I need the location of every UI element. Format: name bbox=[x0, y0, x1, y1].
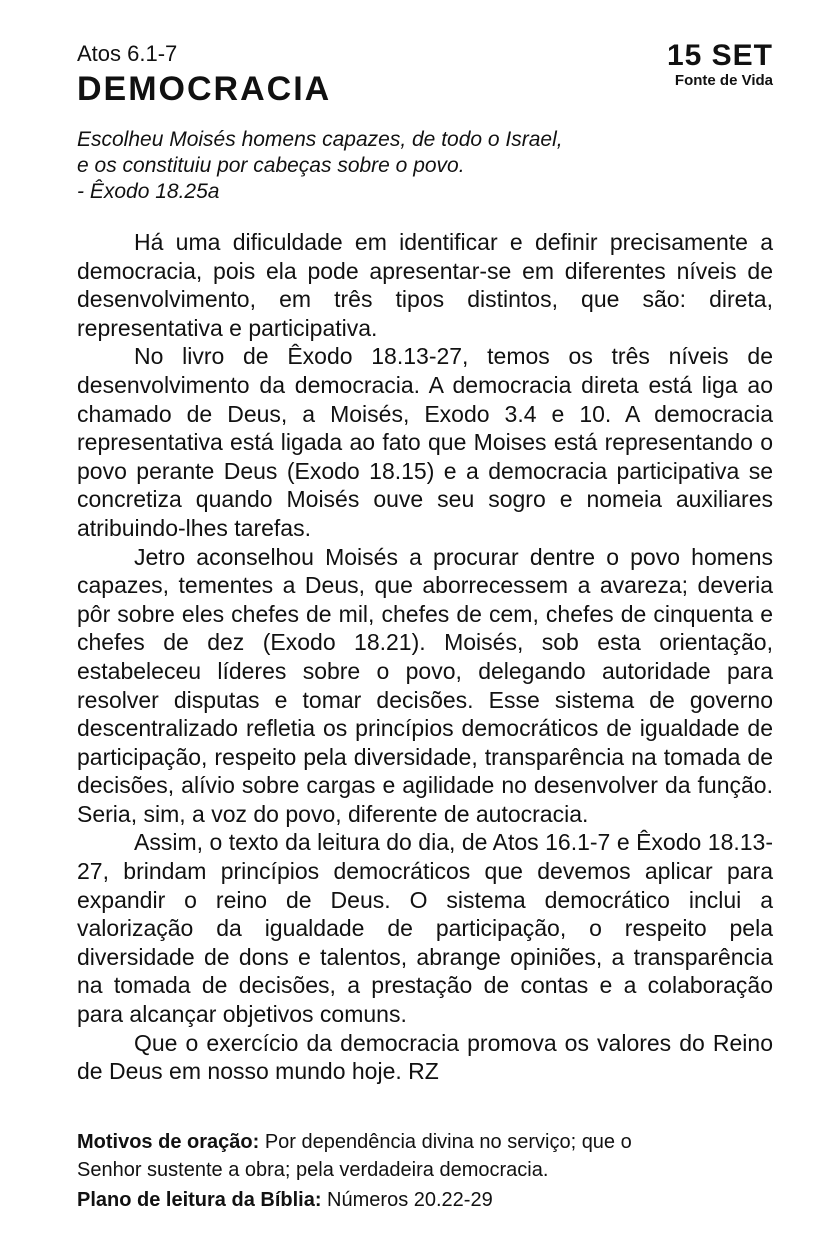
body-paragraph: Há uma dificuldade em identificar e definir precisamente a democracia, pois ela pode apresentar-se em diferentes níveis de desenvolvimento, em três tipos distintos, que são: direta, representativa e participativa. bbox=[77, 229, 773, 341]
epigraph-line: e os constituiu por cabeças sobre o povo. bbox=[77, 154, 465, 177]
reading-plan-text: Números 20.22-29 bbox=[321, 1189, 493, 1211]
prayer-text-continued: Senhor sustente a obra; pela verdadeira democracia. bbox=[77, 1159, 549, 1181]
source-label: Fonte de Vida bbox=[674, 72, 773, 89]
page-title: DEMOCRACIA bbox=[77, 70, 332, 108]
prayer-label: Motivos de oração: bbox=[77, 1131, 260, 1153]
epigraph-citation: - Êxodo 18.25a bbox=[77, 180, 220, 203]
body-paragraph: Assim, o texto da leitura do dia, de Atos 16.1-7 e Êxodo 18.13-27, brindam princípios democráticos que devemos aplicar para expandir o reino de Deus. O sistema democrático inclui a valorização da igualdade de participação, o respeito pela diversidade de dons e talentos, abrange opiniões, a transparência na tomada de decisões, a prestação de contas e a colaboração para alcançar objetivos comuns. bbox=[77, 829, 773, 1028]
footer bbox=[77, 1128, 777, 1214]
reading-plan-label: Plano de leitura da Bíblia: bbox=[77, 1189, 322, 1211]
date-label: 15 SET bbox=[666, 39, 773, 72]
body-text bbox=[77, 228, 773, 1086]
prayer-motives bbox=[77, 1128, 777, 1156]
prayer-text: Por dependência divina no serviço; que o bbox=[259, 1131, 632, 1153]
epigraph-line: Escolheu Moisés homens capazes, de todo o Israel, bbox=[77, 128, 563, 151]
body-paragraph: No livro de Êxodo 18.13-27, temos os três níveis de desenvolvimento da democracia. A democracia direta está liga ao chamado de Deus, a Moisés, Exodo 3.4 e 10. A democracia representativa está ligada ao fato que Moises está representando o povo perante Deus (Exodo 18.15) e a democracia participativa se concretiza quando Moisés ouve seu sogro e nomeia auxiliares atribuindo-lhes tarefas. bbox=[77, 343, 773, 541]
body-paragraph: Jetro aconselhou Moisés a procurar dentre o povo homens capazes, tementes a Deus, que aborrecessem a avareza; deveria pôr sobre eles chefes de mil, chefes de cem, chefes de cinquenta e chefes de dez (Exodo 18.21). Moisés, sob esta orientação, estabeleceu líderes sobre o povo, delegando autoridade para resolver disputas e tomar decisões. Esse sistema de governo descentralizado refletia os princípios democráticos de igualdade de participação, respeito pela diversidade, transparência na tomada de decisões, alívio sobre cargas e agilidade no desenvolver da função. Seria, sim, a voz do povo, diferente de autocracia. bbox=[77, 543, 773, 827]
epigraph bbox=[77, 127, 757, 205]
body-paragraph: Que o exercício da democracia promova os valores do Reino de Deus em nosso mundo hoje. RZ bbox=[77, 1029, 773, 1085]
reading-plan bbox=[77, 1186, 777, 1214]
scripture-reference: Atos 6.1-7 bbox=[77, 41, 178, 66]
